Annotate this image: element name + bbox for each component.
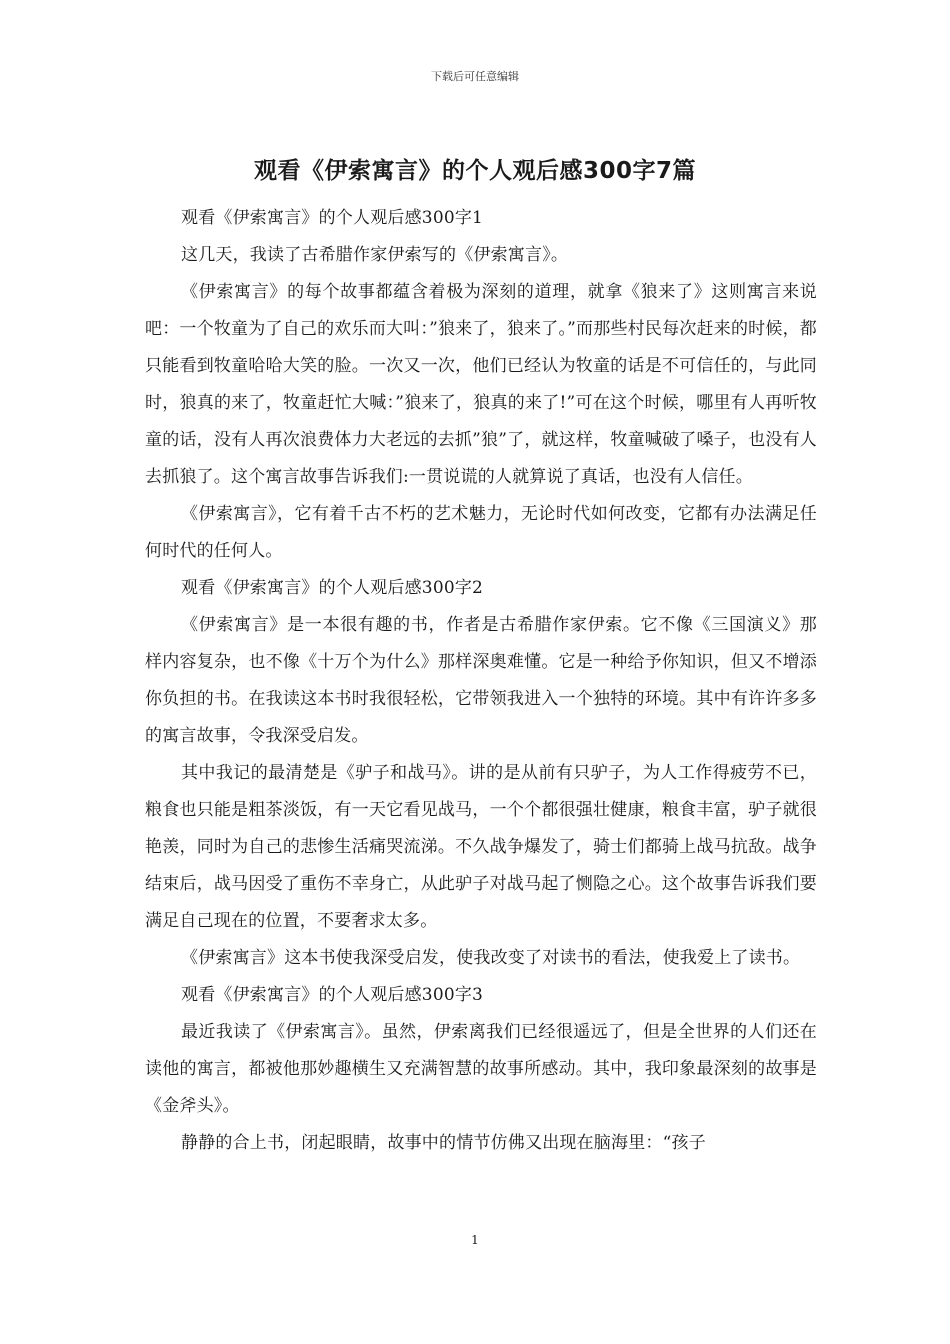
paragraph: 这几天，我读了古希腊作家伊索写的《伊索寓言》。: [181, 245, 569, 265]
paragraph: 静静的合上书，闭起眼睛，故事中的情节仿佛又出现在脑海里：“孩子: [181, 1133, 706, 1153]
paragraph: 《伊索寓言》，它有着千古不朽的艺术魅力，无论时代如何改变，它都有办法满足任何时代的任何人。: [145, 504, 817, 561]
page-title: 观看《伊索寓言》的个人观后感300字7篇: [253, 158, 696, 184]
section-heading-3: 观看《伊索寓言》的个人观后感300字3: [181, 985, 484, 1005]
section-heading-1: 观看《伊索寓言》的个人观后感300字1: [181, 208, 484, 228]
header-note: 下载后可任意编辑: [431, 70, 519, 83]
paragraph: 《伊索寓言》的每个故事都蕴含着极为深刻的道理，就拿《狼来了》这则寓言来说吧：一个牧童为了自己的欢乐而大叫：”狼来了，狼来了。”而那些村民每次赶来的时候，都只能看到牧童哈哈大笑的脸。一次又一次，他们已经认为牧童的话是不可信任的，与此同时，狼真的来了，牧童赶忙大喊：”狼来了，狼真的来了!”可在这个时候，哪里有人再听牧童的话，没有人再次浪费体力大老远的去抓”狼”了，就这样，牧童喊破了嗓子，也没有人去抓狼了。这个寓言故事告诉我们:一贯说谎的人就算说了真话，也没有人信任。: [145, 282, 817, 487]
paragraph: 《伊索寓言》这本书使我深受启发，使我改变了对读书的看法，使我爱上了读书。: [181, 948, 801, 968]
page-number: 1: [471, 1233, 479, 1247]
paragraph: 其中我记的最清楚是《驴子和战马》。讲的是从前有只驴子，为人工作得疲劳不已，粮食也只能是粗茶淡饭，有一天它看见战马，一个个都很强壮健康，粮食丰富，驴子就很艳羡，同时为自己的悲惨生活痛哭流涕。不久战争爆发了，骑士们都骑上战马抗敌。战争结束后，战马因受了重伤不幸身亡，从此驴子对战马起了恻隐之心。这个故事告诉我们要满足自己现在的位置，不要奢求太多。: [145, 763, 817, 931]
paragraph: 《伊索寓言》是一本很有趣的书，作者是古希腊作家伊索。它不像《三国演义》那样内容复杂，也不像《十万个为什么》那样深奥难懂。它是一种给予你知识，但又不增添你负担的书。在我读这本书时我很轻松，它带领我进入一个独特的环境。其中有许许多多的寓言故事，令我深受启发。: [145, 615, 817, 746]
paragraph: 最近我读了《伊索寓言》。虽然，伊索离我们已经很遥远了，但是全世界的人们还在读他的寓言，都被他那妙趣横生又充满智慧的故事所感动。其中，我印象最深刻的故事是《金斧头》。: [145, 1022, 817, 1116]
section-heading-2: 观看《伊索寓言》的个人观后感300字2: [181, 578, 484, 598]
document-body: [145, 200, 817, 1162]
